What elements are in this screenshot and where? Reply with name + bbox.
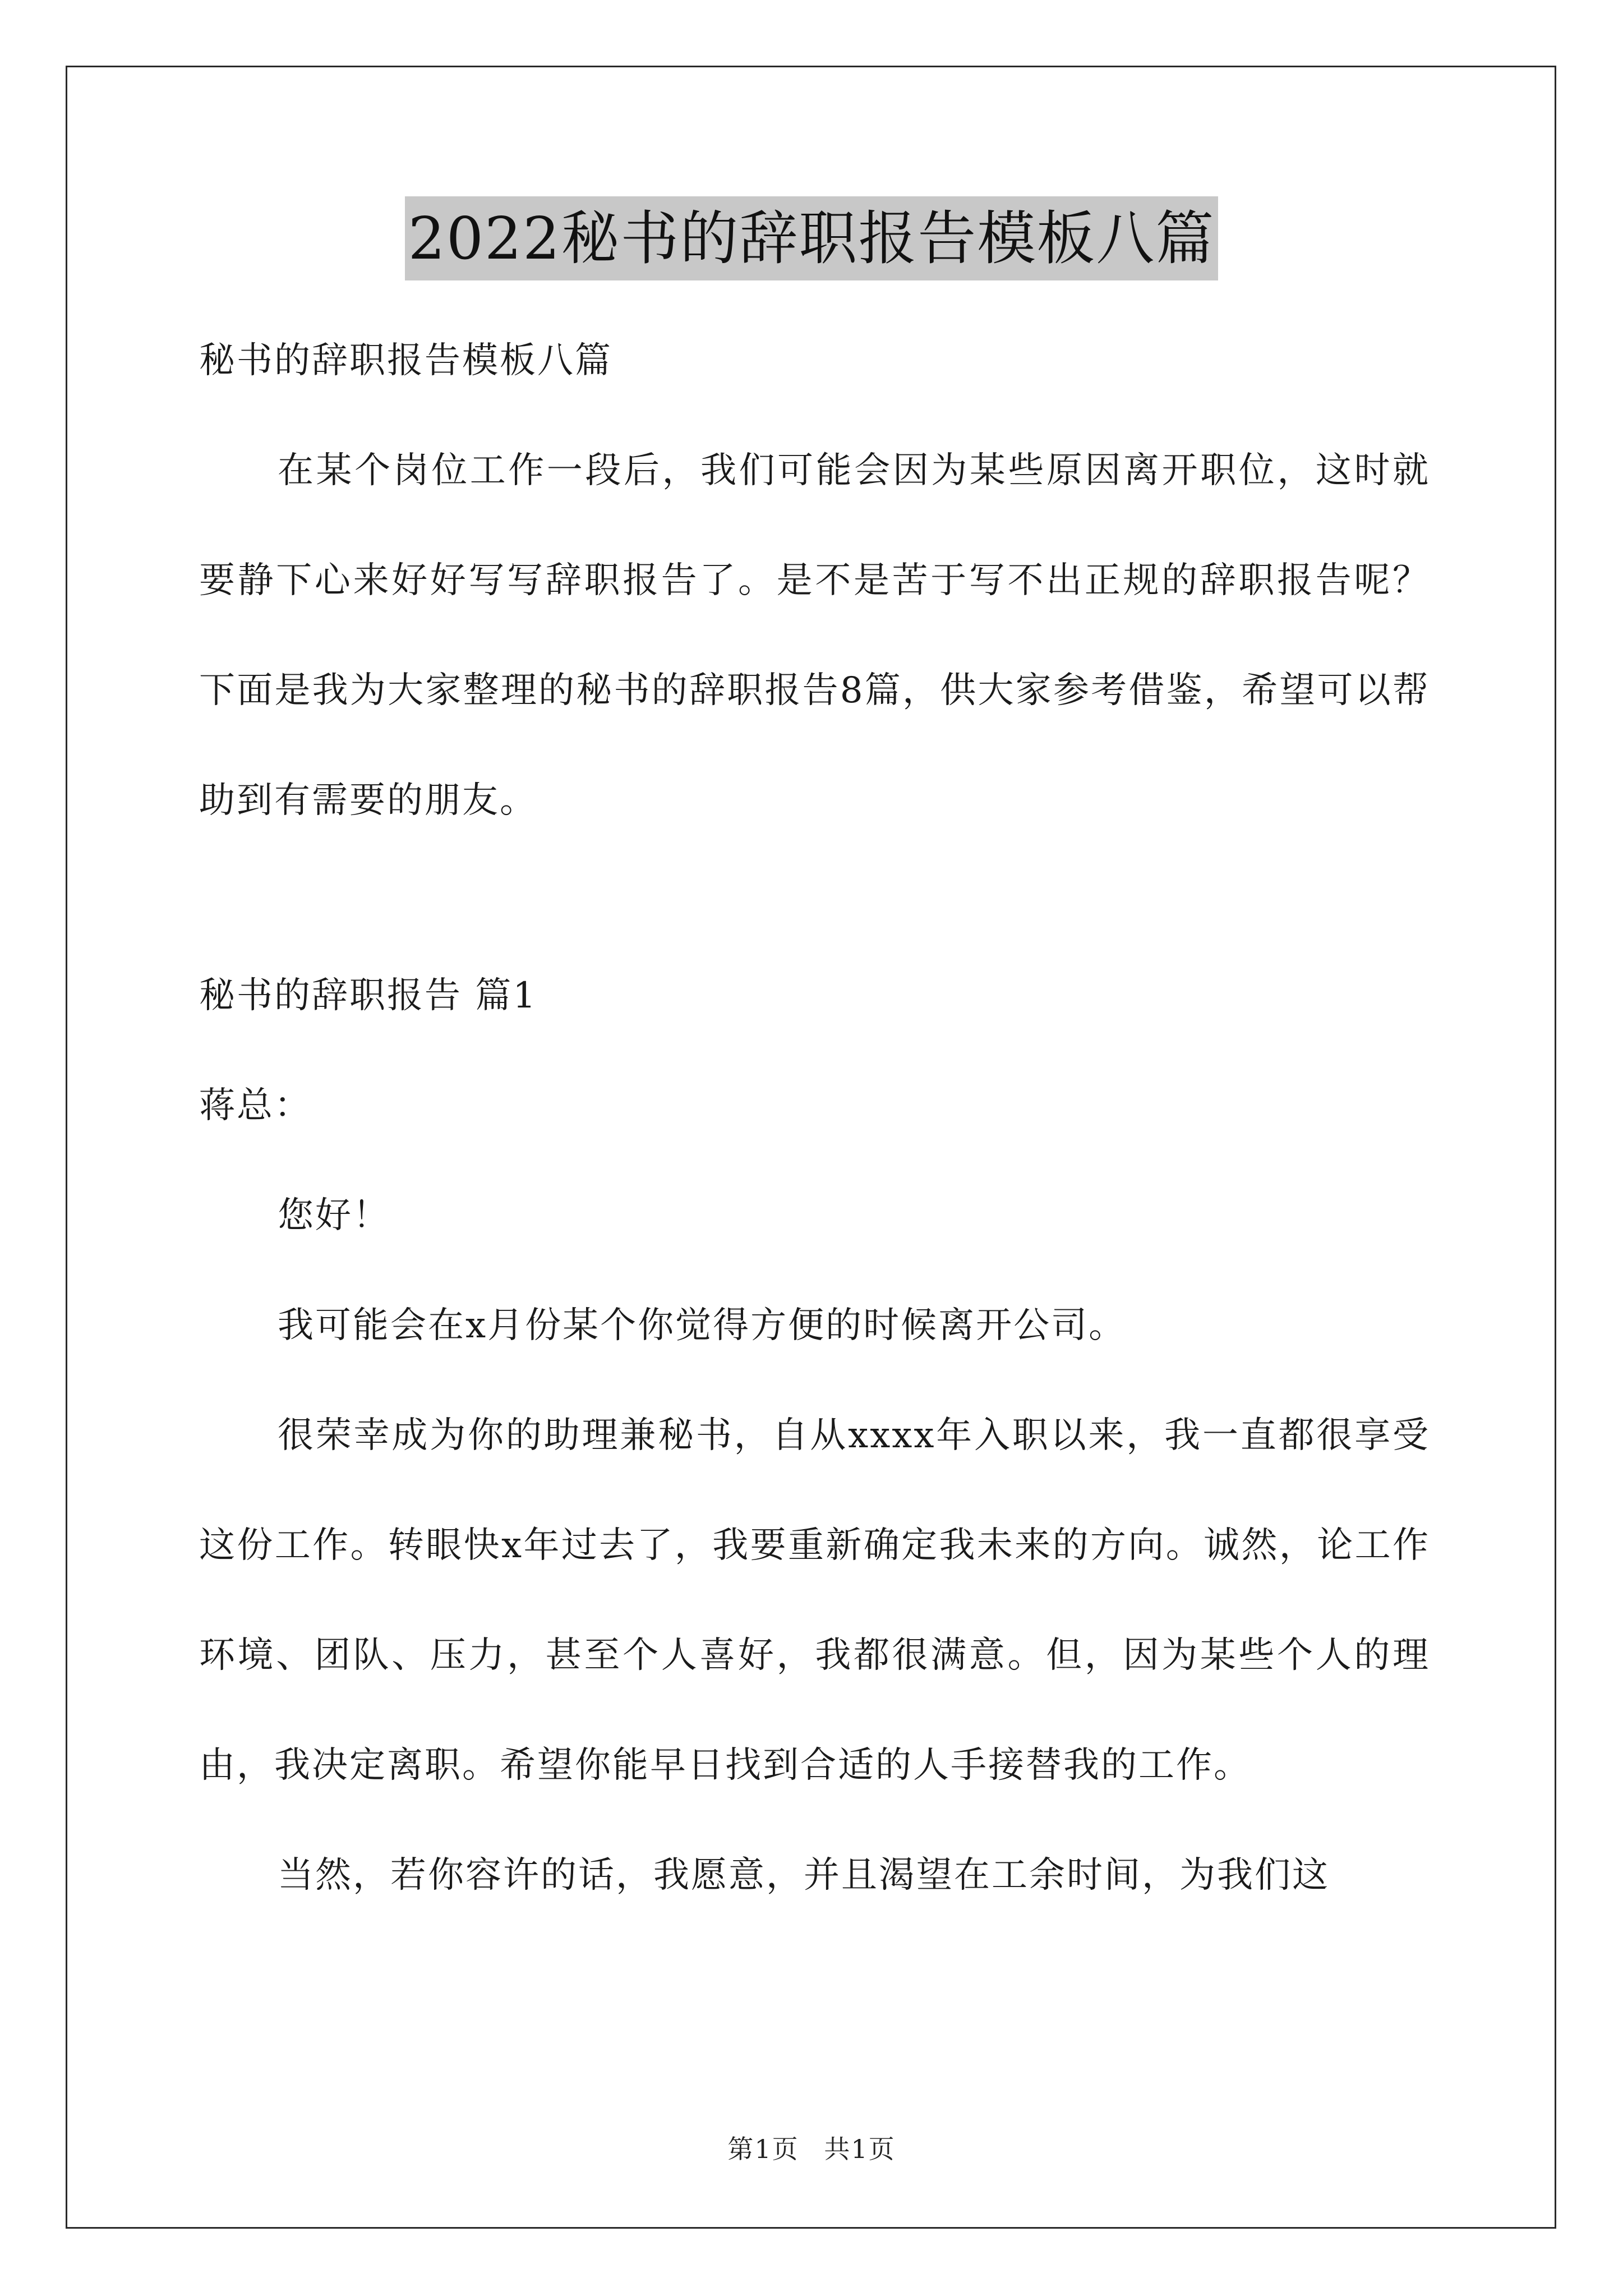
body-paragraph: 很荣幸成为你的助理兼秘书，自从xxxx年入职以来，我一直都很享受这份工作。转眼快x年过去了，我要重新确定我未来的方向。诚然，论工作环境、团队、压力，甚至个人喜好，我都很满意。但，因为某些个人的理由，我决定离职。希望你能早日找到合适的人手接替我的工作。 <box>199 1415 1430 1786</box>
body-paragraph: 当然，若你容许的话，我愿意，并且渴望在工余时间，为我们这 <box>278 1855 1330 1896</box>
title-container <box>0 196 1623 280</box>
page-number-total: 共1页 <box>824 2134 896 2164</box>
intro-paragraph: 在某个岗位工作一段后，我们可能会因为某些原因离开职位，这时就要静下心来好好写写辞职报告了。是不是苦于写不出正规的辞职报告呢？下面是我为大家整理的秘书的辞职报告8篇，供大家参考借鉴，希望可以帮助到有需要的朋友。 <box>199 450 1430 821</box>
page-footer <box>0 2129 1623 2166</box>
section-heading: 秘书的辞职报告 篇1 <box>199 975 538 1016</box>
document-subtitle: 秘书的辞职报告模板八篇 <box>199 340 612 381</box>
document-body <box>199 306 1430 1930</box>
greeting: 您好！ <box>278 1195 390 1236</box>
page-number-current: 第1页 <box>727 2134 799 2164</box>
salutation: 蒋总： <box>199 1085 312 1126</box>
document-title: 2022秘书的辞职报告模板八篇 <box>405 196 1219 280</box>
section-spacer <box>199 855 1430 941</box>
body-paragraph: 我可能会在x月份某个你觉得方便的时候离开公司。 <box>278 1305 1127 1346</box>
